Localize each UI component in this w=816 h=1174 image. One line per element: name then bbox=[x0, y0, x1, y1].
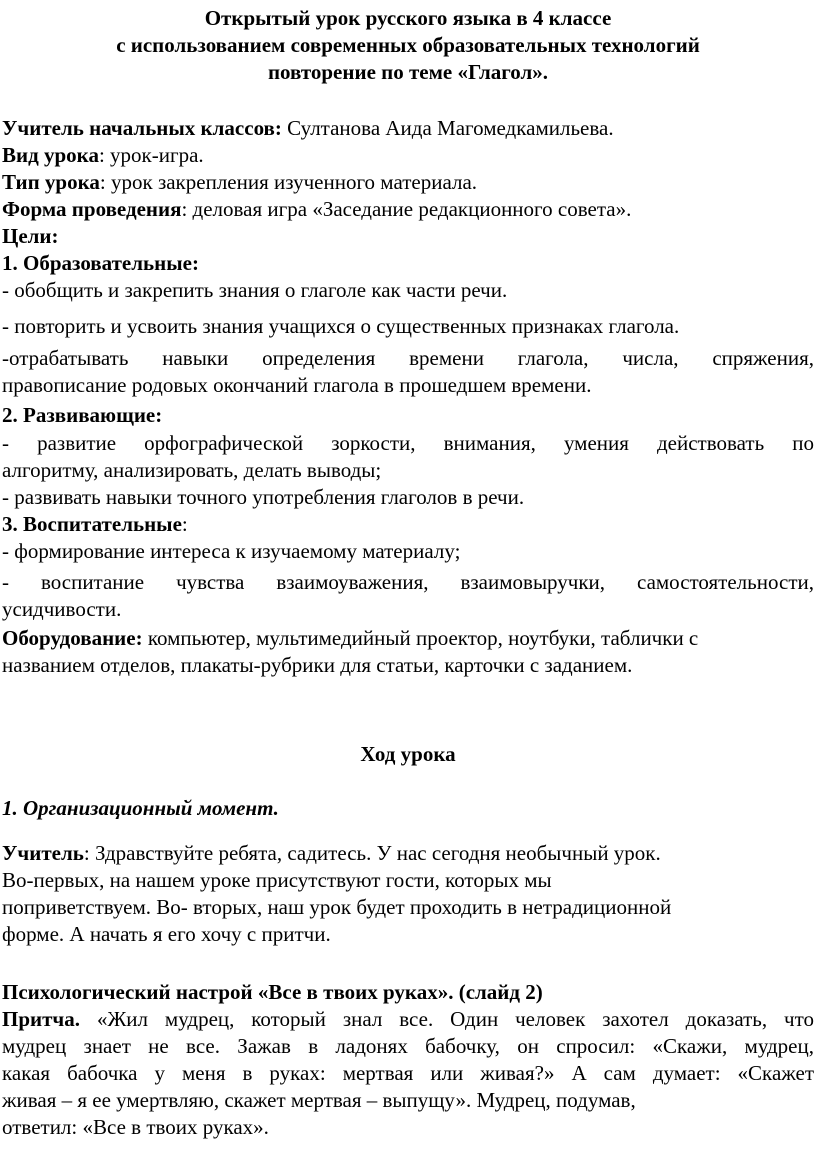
parable-label: Притча. bbox=[2, 1007, 81, 1031]
teacher-speech-line-a bbox=[2, 840, 814, 867]
title-line-3: повторение по теме «Глагол». bbox=[267, 60, 549, 84]
developing-goals bbox=[0, 402, 816, 429]
educational-item-3-line-b: правописание родовых окончаний глагола в прошедшем времени. bbox=[2, 373, 592, 397]
teacher-line bbox=[2, 115, 814, 142]
teacher-speech-b: Во-первых, на нашем уроке присутствуют гости, которых мы bbox=[2, 868, 552, 892]
lesson-kind-line bbox=[2, 169, 814, 196]
equipment-label: Оборудование: bbox=[2, 626, 143, 650]
stage-1-heading bbox=[0, 795, 816, 822]
parable-line-c: какая бабочка у меня в руках: мертвая или живая?» А сам думает: «Скажет bbox=[2, 1061, 814, 1085]
upbringing-item-2-line-a: - воспитание чувства взаимоуважения, взаимовыручки, самостоятельности, bbox=[2, 570, 814, 594]
lesson-form-label: Форма проведения bbox=[2, 197, 182, 221]
document-title bbox=[0, 5, 816, 86]
teacher-speech-label: Учитель bbox=[2, 841, 84, 865]
psychological-mood: Психологический настрой «Все в твоих руках». (слайд 2) bbox=[2, 980, 543, 1004]
teacher-speech-c: поприветствуем. Во- вторых, наш урок будет проходить в нетрадиционной bbox=[2, 895, 672, 919]
lesson-form-value: : деловая игра «Заседание редакционного совета». bbox=[181, 197, 632, 221]
teacher-value: Султанова Аида Магомедкамильева. bbox=[281, 116, 614, 140]
upbringing-item-2 bbox=[0, 569, 816, 623]
teacher-speech-a: : Здравствуйте ребята, садитесь. У нас сегодня необычный урок. bbox=[83, 841, 661, 865]
educational-item-1: - обобщить и закрепить знания о глаголе как части речи. bbox=[2, 278, 508, 302]
upbringing-item-2-line-b: усидчивости. bbox=[2, 597, 122, 621]
educational-items bbox=[0, 313, 816, 340]
educational-item-3-line-a: -отрабатывать навыки определения времени глагола, числа, спряжения, bbox=[2, 346, 814, 370]
lesson-heading: Ход урока bbox=[360, 742, 456, 766]
lesson-form-line bbox=[2, 196, 814, 223]
developing-item-1 bbox=[0, 430, 816, 565]
lesson-progress-heading bbox=[0, 741, 816, 768]
lesson-type-value: : урок-игра. bbox=[98, 143, 204, 167]
goals-label: Цели: bbox=[2, 224, 59, 248]
lesson-type-line bbox=[2, 142, 814, 169]
title-line-2: с использованием современных образовательных технологий bbox=[116, 33, 700, 57]
upbringing-item-1: - формирование интереса к изучаемому материалу; bbox=[2, 539, 461, 563]
equipment bbox=[0, 625, 816, 679]
parable bbox=[0, 1006, 816, 1141]
parable-a: «Жил мудрец, который знал все. Один человек захотел доказать, что bbox=[80, 1007, 814, 1031]
lesson-type-label: Вид урока bbox=[2, 143, 99, 167]
developing-item-1-line-b: алгоритму, анализировать, делать выводы; bbox=[2, 458, 382, 482]
parable-line-d: живая – я ее умертвляю, скажет мертвая – выпущу». Мудрец, подумав, bbox=[2, 1088, 636, 1112]
teacher-speech-d: форме. А начать я его хочу с притчи. bbox=[2, 922, 331, 946]
organizational-moment: 1. Организационный момент. bbox=[2, 796, 279, 820]
upbringing-heading: 3. Воспитательные bbox=[2, 512, 182, 536]
parable-line-b: мудрец знает не все. Зажав в ладонях бабочку, он спросил: «Скажи, мудрец, bbox=[2, 1034, 814, 1058]
parable-line-e: ответил: «Все в твоих руках». bbox=[2, 1115, 269, 1139]
lesson-info bbox=[0, 115, 816, 304]
developing-heading: 2. Развивающие: bbox=[2, 403, 163, 427]
teacher-speech bbox=[0, 840, 816, 948]
educational-item-2: - повторить и усвоить знания учащихся о существенных признаках глагола. bbox=[2, 314, 680, 338]
equipment-value-a: компьютер, мультимедийный проектор, ноутбуки, таблички с bbox=[142, 626, 699, 650]
equipment-line-a bbox=[2, 625, 814, 652]
parable-line-a bbox=[2, 1006, 814, 1033]
lesson-kind-label: Тип урока bbox=[2, 170, 100, 194]
title-line-1: Открытый урок русского языка в 4 классе bbox=[204, 6, 612, 30]
teacher-label: Учитель начальных классов: bbox=[2, 116, 282, 140]
mood-heading bbox=[0, 979, 816, 1006]
educational-heading: 1. Образовательные: bbox=[2, 251, 199, 275]
upbringing-colon: : bbox=[181, 512, 188, 536]
educational-item-3 bbox=[0, 345, 816, 399]
upbringing-heading-line bbox=[2, 511, 814, 538]
lesson-kind-value: : урок закрепления изученного материала. bbox=[99, 170, 478, 194]
developing-item-1-line-a: - развитие орфографической зоркости, внимания, умения действовать по bbox=[2, 431, 814, 455]
equipment-line-b: названием отделов, плакаты-рубрики для статьи, карточки с заданием. bbox=[2, 653, 633, 677]
developing-item-2: - развивать навыки точного употребления глаголов в речи. bbox=[2, 485, 525, 509]
